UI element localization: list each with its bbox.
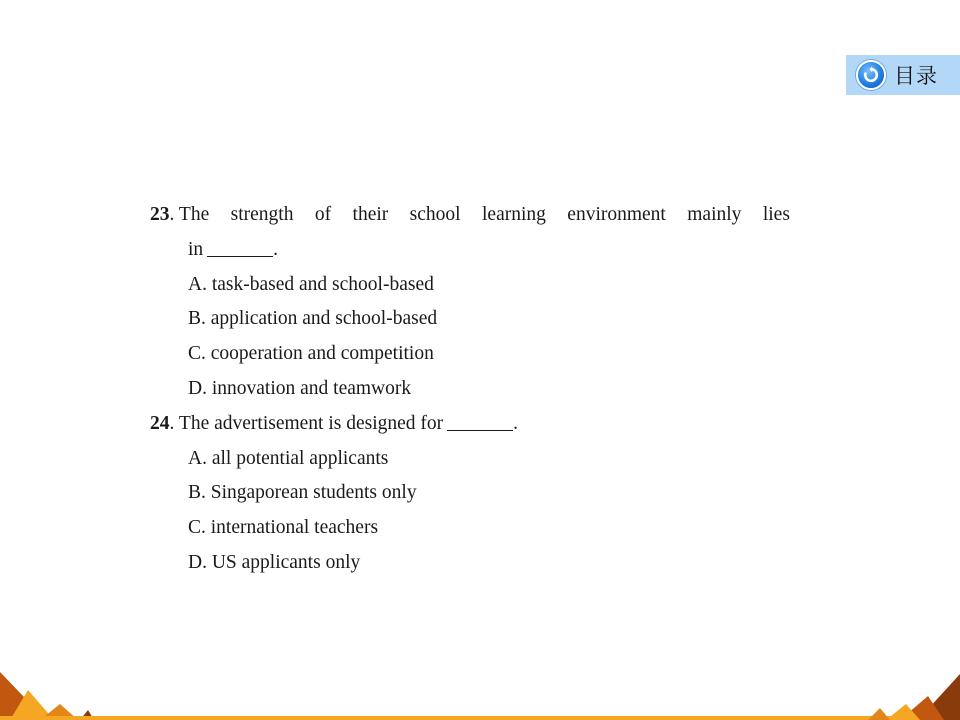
footer-decoration <box>0 660 960 720</box>
stem-word-6: learning <box>482 204 546 225</box>
refresh-icon <box>856 60 886 90</box>
option-24-b: B. Singaporean students only <box>188 482 417 504</box>
question-24-stem: 24. The advertisement is designed for . <box>150 412 519 434</box>
option-23-c: C. cooperation and competition <box>188 343 434 365</box>
answer-blank <box>447 429 513 431</box>
question-24-number: 24 <box>150 412 170 434</box>
toc-label: 目录 <box>894 64 938 88</box>
question-23-number: 23 <box>150 204 170 225</box>
question-23-stem <box>150 198 790 233</box>
option-23-a: A. task-based and school-based <box>188 273 434 295</box>
stem-word-3: of <box>314 204 332 225</box>
stem-word-2: strength <box>230 204 294 225</box>
option-23-d: D. innovation and teamwork <box>188 377 412 399</box>
stem-word-7: environment <box>567 204 666 225</box>
option-24-c: C. international teachers <box>188 517 379 539</box>
stem-word-8: mainly <box>687 204 742 225</box>
answer-blank <box>207 255 273 257</box>
question-23-stem-continued: in . <box>188 238 279 260</box>
option-23-b: B. application and school-based <box>188 308 438 330</box>
stem-word-9: lies <box>762 204 790 225</box>
option-24-a: A. all potential applicants <box>188 447 389 469</box>
stem-word-5: school <box>409 204 461 225</box>
option-24-d: D. US applicants only <box>188 551 361 573</box>
toc-button[interactable] <box>846 55 960 95</box>
stem-word-4: their <box>352 204 389 225</box>
stem-word-1: 23. The <box>150 204 210 225</box>
question-list <box>150 198 792 581</box>
